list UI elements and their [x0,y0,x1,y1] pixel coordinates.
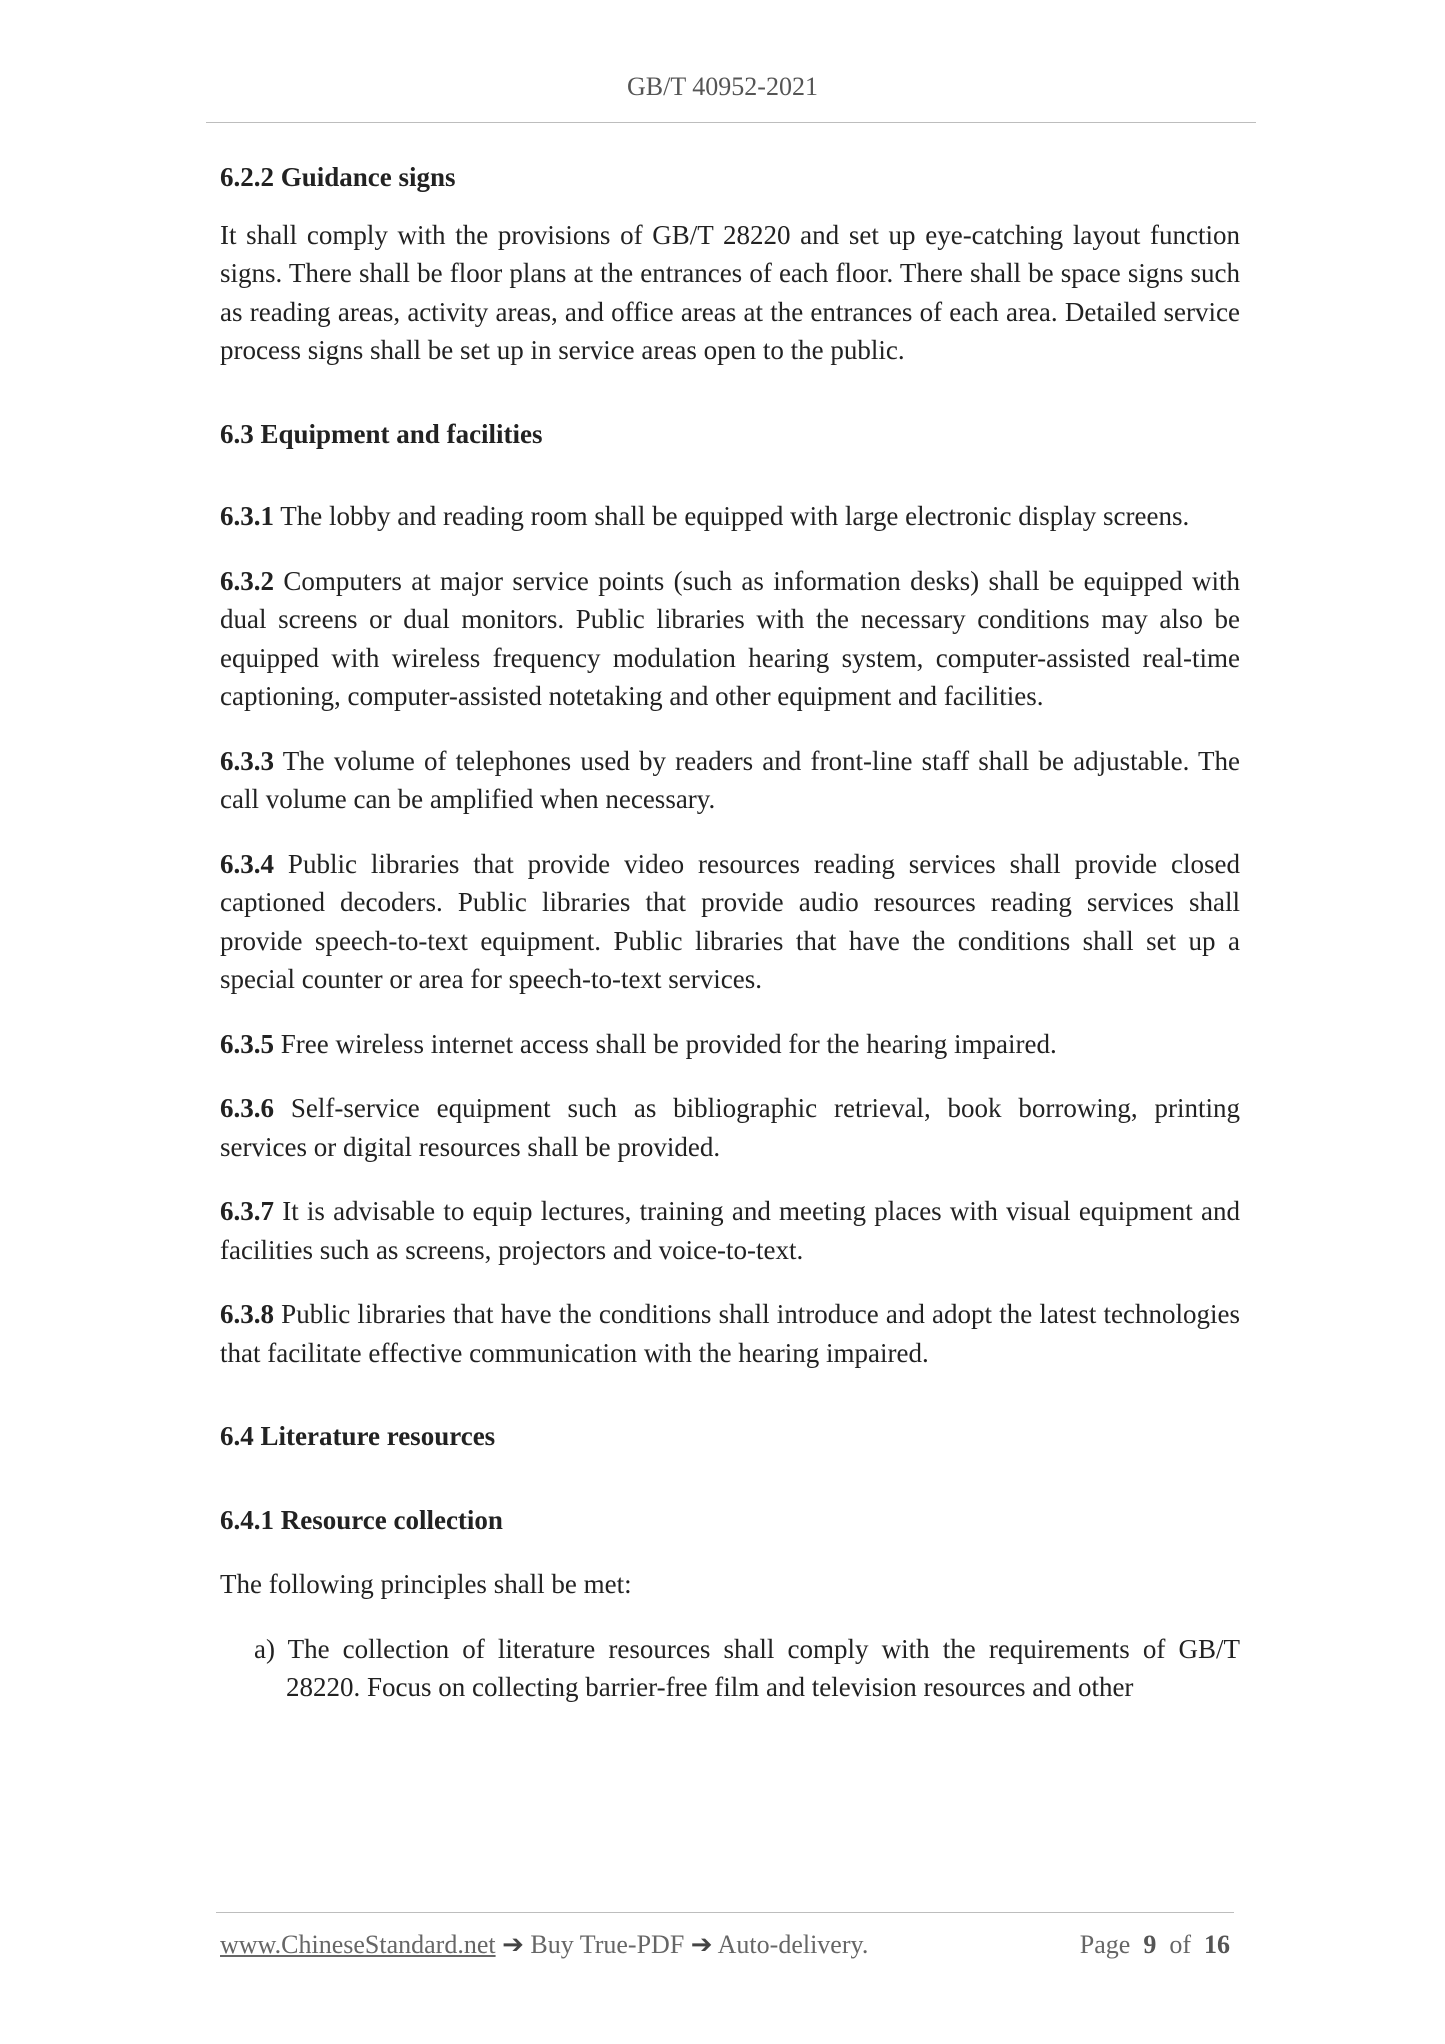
paragraph-6-2-2: It shall comply with the provisions of GB/T 28220 and set up eye-catching layout function signs. There shall be floor plans at the entrances of each floor. There shall be space signs such as reading areas, activity areas, and office areas at the entrances of each area. Detailed service process signs shall be set up in service areas open to the public. [220,219,1240,365]
auto-delivery-text: Auto-delivery. [712,1930,869,1959]
clause-text: Computers at major service points (such as information desks) shall be equipped with dual screens or dual monitors. Public libraries with the necessary conditions may also be equipped with wireless frequency modulation hearing system, computer-assisted real-time captioning, computer-assisted notetaking and other equipment and facilities. [220,565,1240,711]
clause-6-3-8 [220,1295,1240,1372]
clause-number: 6.3.5 [220,1028,274,1059]
clause-6-3-6 [220,1089,1240,1166]
total-page-number: 16 [1204,1930,1230,1959]
clause-text: Public libraries that provide video resources reading services shall provide closed captioned decoders. Public libraries that provide audio resources reading services shall provide speech-to-text equipment. Public libraries that have the conditions shall set up a special counter or area for speech-to-text services. [220,848,1240,994]
document-code-header: GB/T 40952-2021 [627,72,818,101]
clause-6-3-5 [220,1025,1240,1064]
header-divider [206,122,1256,123]
clause-6-3-7 [220,1192,1240,1269]
clause-number: 6.3.7 [220,1196,274,1226]
footer-promo [220,1930,868,1960]
current-page-number: 9 [1143,1930,1157,1959]
clause-6-3-1 [220,497,1240,536]
clause-6-3-3 [220,742,1240,819]
clause-number: 6.3.4 [220,848,274,879]
clause-text: It is advisable to equip lectures, training and meeting places with visual equipment and facilities such as screens, projectors and voice-to-text. [220,1196,1240,1265]
clause-text: The lobby and reading room shall be equipped with large electronic display screens. [274,501,1190,531]
clause-number: 6.3.8 [220,1299,274,1329]
heading-6-3: 6.3 Equipment and facilities [220,418,543,449]
page-of-label: of [1169,1930,1191,1959]
list-item-a: a) The collection of literature resources shall comply with the requirements of GB/T 28220. Focus on collecting barrier-free film and television resources and other [254,1633,1240,1702]
clause-number: 6.3.3 [220,745,274,776]
arrow-right-icon: ➔ [690,1930,713,1959]
clause-text: Self-service equipment such as bibliographic retrieval, book borrowing, printing services or digital resources shall be provided. [220,1093,1240,1162]
clause-6-3-2 [220,562,1240,716]
clause-number: 6.3.6 [220,1093,274,1123]
website-link[interactable]: www.ChineseStandard.net [220,1930,496,1959]
heading-6-4-1: 6.4.1 Resource collection [220,1504,503,1535]
page-indicator [1080,1930,1230,1960]
heading-6-2-2: 6.2.2 Guidance signs [220,162,456,192]
clause-number: 6.3.1 [220,501,274,531]
paragraph-6-4-1-intro: The following principles shall be met: [220,1569,632,1599]
clause-6-3-4 [220,845,1240,999]
clause-text: Free wireless internet access shall be provided for the hearing impaired. [274,1028,1057,1059]
buy-pdf-text: Buy True-PDF [523,1930,691,1959]
clause-number: 6.3.2 [220,565,274,596]
heading-6-4: 6.4 Literature resources [220,1421,496,1451]
document-body [220,158,1240,1707]
page-label: Page [1079,1930,1131,1959]
clause-text: Public libraries that have the conditions shall introduce and adopt the latest technologies that facilitate effective communication with the hearing impaired. [220,1299,1240,1368]
arrow-right-icon: ➔ [502,1930,524,1959]
footer-divider [216,1912,1234,1913]
clause-text: The volume of telephones used by readers and front-line staff shall be adjustable. The call volume can be amplified when necessary. [220,745,1240,814]
